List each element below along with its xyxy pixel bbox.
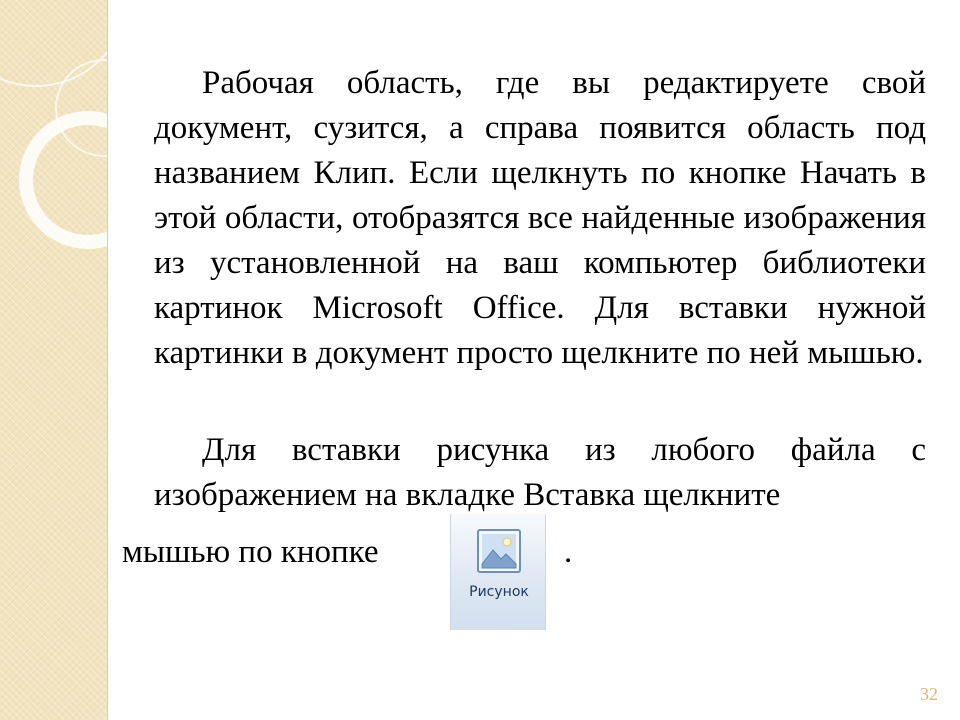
picture-button-label: Рисунок — [469, 584, 529, 600]
slide-number: 32 — [920, 684, 938, 704]
picture-ribbon-button[interactable] — [450, 514, 546, 630]
instruction-line: мышью по кнопке — [122, 534, 379, 570]
picture-icon — [476, 528, 522, 574]
decorative-ring-large — [0, 0, 107, 86]
paragraph-insert-picture: Для вставки рисунка из любого файла с изображением на вкладке Вставка щелкните — [154, 432, 926, 513]
paragraph-clip-art: Рабочая область, где вы редактируете свой документ, сузится, а справа появится область под названием Клип. Если щелкнуть по кнопке Начать в этой области, отобразятся все найденные изображения из установленной на ваш компьютер библиотеки картинок Microsoft Office. Для вставки нужной картинки в документ просто щелкните по ней мышью. — [154, 65, 926, 371]
sentence-period: . — [564, 534, 573, 570]
decorative-rings — [0, 0, 107, 720]
decorative-side-panel — [0, 0, 108, 720]
